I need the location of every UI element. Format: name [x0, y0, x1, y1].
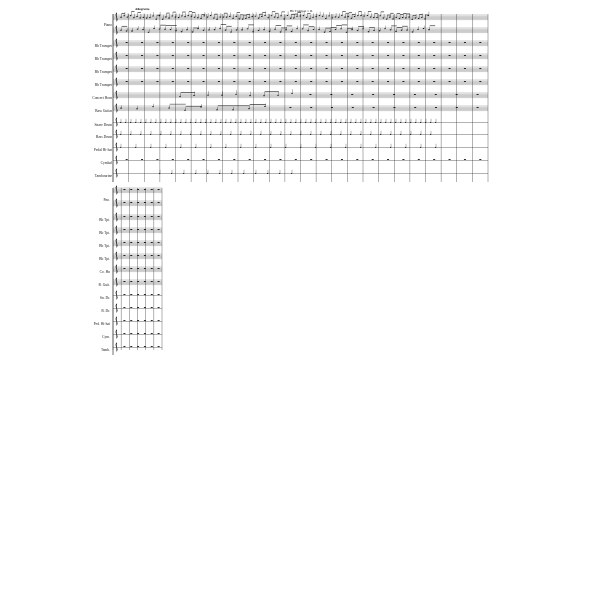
s2-rests-row-10	[123, 320, 159, 321]
clef-s2-row-3	[116, 226, 117, 235]
clef-s1-row-1	[116, 26, 117, 35]
clef-s2-row-6	[116, 265, 117, 274]
s2-rests-row-11	[123, 333, 159, 334]
clef-s1-row-2	[116, 39, 117, 48]
clef-s2-row-10	[116, 317, 117, 326]
instrument-label-bass-guitar: Bass Guitar	[95, 109, 112, 113]
clef-s2-row-0	[116, 186, 117, 195]
clef-s2-row-2	[116, 213, 117, 222]
instrument-label-snare-drum: Snare Drum	[94, 123, 112, 127]
instrument-label-tpt-4: Bb Tpt.	[99, 257, 110, 261]
s2-rests-row-8	[123, 294, 159, 295]
clef-s1-row-4	[116, 65, 117, 74]
instrument-label-pno: Pno.	[103, 198, 110, 202]
section-marking: Bb Trumpet 1 II.	[290, 9, 313, 13]
instrument-label-tpt-2: Bb Tpt.	[99, 231, 110, 235]
clef-s1-row-11	[116, 156, 117, 165]
instrument-label-sn-dr: Sn. Dr.	[99, 296, 110, 300]
instrument-label-trumpet-1: Bb Trumpet	[94, 44, 112, 48]
clef-s2-row-5	[116, 252, 117, 261]
clef-s1-row-7	[116, 104, 117, 113]
tempo-marking: Allegretto	[135, 7, 150, 11]
clef-s1-row-5	[116, 78, 117, 87]
instrument-label-tamb: Tamb.	[100, 348, 110, 352]
instrument-label-b-guit: B. Guit.	[98, 283, 110, 287]
clef-s2-row-8	[116, 291, 117, 300]
instrument-label-trumpet-2: Bb Trumpet	[94, 57, 112, 61]
cymbal-rests	[126, 159, 482, 160]
s2-rests-row-9	[123, 307, 159, 308]
horn-notes	[179, 89, 293, 97]
clef-s2-row-9	[116, 304, 117, 313]
instrument-label-bass-drum: Bass Drum	[95, 135, 112, 139]
clef-s2-row-11	[116, 330, 117, 339]
instrument-label-piano: Piano	[103, 23, 112, 27]
instrument-label-concert-horn: Concert Horn	[92, 96, 112, 100]
clef-s1-row-6	[116, 91, 117, 100]
instrument-label-tpt-3: Bb Tpt.	[99, 244, 110, 248]
instrument-label-tpt-1: Bb Tpt.	[99, 218, 110, 222]
clef-s2-row-4	[116, 239, 117, 248]
instrument-label-cym: Cym.	[102, 335, 110, 339]
clef-s2-row-12	[116, 343, 117, 352]
s2-rests-row-12	[123, 346, 159, 347]
clef-s1-row-12	[116, 169, 117, 178]
instrument-label-co-hn: Co. Hn	[99, 270, 110, 274]
instrument-label-ped-hihat: Ped. Hi-hat	[93, 322, 110, 326]
clef-s1-row-3	[116, 52, 117, 61]
clef-s2-row-1	[116, 199, 117, 208]
clef-s1-row-10	[116, 143, 117, 152]
instrument-label-cymbal: Cymbal	[100, 161, 112, 165]
clef-s2-row-7	[116, 278, 117, 287]
instrument-label-trumpet-3: Bb Trumpet	[94, 70, 112, 74]
instrument-label-pedal-hihat: Pedal Hi-hat	[93, 148, 112, 152]
clef-s1-row-0	[116, 13, 117, 22]
clef-s1-row-9	[116, 130, 117, 139]
instrument-label-trumpet-4: Bb Trumpet	[94, 83, 112, 87]
instrument-label-b-dr: B. Dr.	[101, 309, 110, 313]
clef-s1-row-8	[116, 118, 117, 127]
instrument-label-tambourine: Tambourine	[94, 174, 112, 178]
